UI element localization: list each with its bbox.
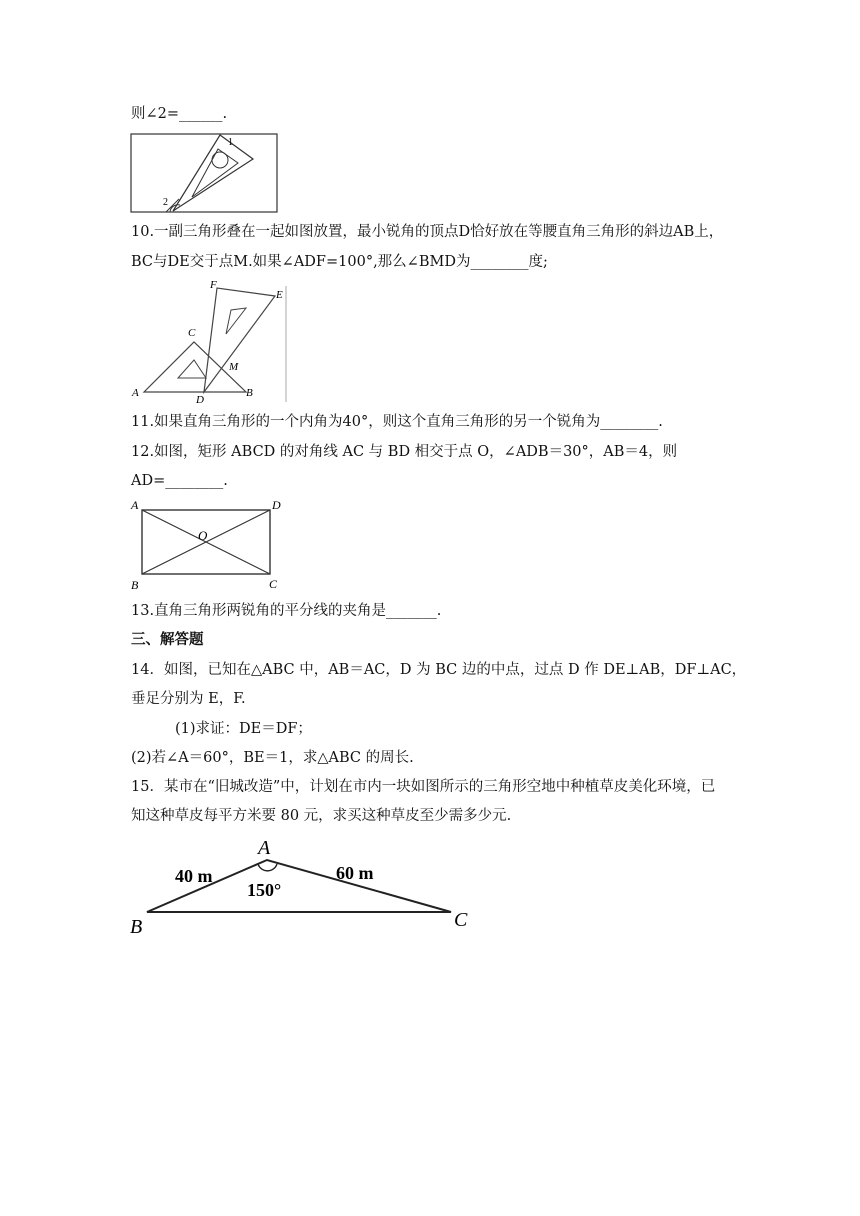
- point-D-label: D: [272, 498, 281, 512]
- q10-line-2: BC与DE交于点M.如果∠ADF=100°,那么∠BMD为________度;: [131, 254, 548, 270]
- q13-line: 13.直角三角形两锐角的平分线的夹角是_______.: [131, 603, 442, 619]
- side-AB-length: 40 m: [175, 866, 213, 886]
- q15-line-2: 知这种草皮每平方米要 80 元，求买这种草皮至少需多少元.: [131, 808, 512, 824]
- q12-line-1: 12.如图，矩形 ABCD 的对角线 AC 与 BD 相交于点 O，∠ADB＝30°，AB＝4，则: [131, 444, 678, 460]
- q10-line-1: 10.一副三角形叠在一起如图放置，最小锐角的顶点D恰好放在等腰直角三角形的斜边AB上，: [131, 224, 724, 240]
- figure-triangle-plot: [128, 832, 478, 940]
- q12-line-2: AD=________.: [131, 473, 228, 489]
- angle-1-label: 1: [228, 137, 233, 148]
- point-D-label: D: [196, 394, 204, 404]
- point-C-label: C: [188, 327, 196, 339]
- point-O-label: O: [198, 528, 208, 543]
- side-AC-length: 60 m: [336, 863, 374, 883]
- point-A-label: A: [132, 387, 139, 399]
- angle-2-label: 2: [163, 197, 168, 208]
- figure-rectangle-diagonals: [128, 495, 288, 593]
- figure-overlapping-triangles: [130, 278, 290, 404]
- point-B-label: B: [131, 578, 139, 592]
- point-A-label: A: [131, 498, 139, 512]
- point-M-label: M: [229, 361, 239, 373]
- point-E-label: E: [276, 289, 283, 301]
- q14-part-1: (1)求证：DE＝DF；: [175, 721, 312, 737]
- q9-answer-line: 则∠2=______.: [131, 106, 228, 122]
- q14-line-1: 14．如图，已知在△ABC 中，AB＝AC，D 为 BC 边的中点，过点 D 作 DE⊥AB，DF⊥AC，: [131, 662, 747, 678]
- q14-line-2: 垂足分别为 E，F.: [131, 691, 246, 707]
- angle-A-value: 150°: [247, 880, 282, 900]
- vertex-B-label: B: [130, 916, 143, 938]
- point-C-label: C: [269, 577, 278, 591]
- vertex-A-label: A: [258, 837, 271, 859]
- point-B-label: B: [246, 387, 253, 399]
- point-F-label: F: [210, 279, 217, 291]
- q15-line-1: 15．某市在“旧城改造”中，计划在市内一块如图所示的三角形空地中种植草皮美化环境，已: [131, 779, 716, 795]
- figure-set-square-in-strip: [130, 133, 280, 215]
- section-heading: 三、解答题: [131, 632, 204, 648]
- q11-line: 11.如果直角三角形的一个内角为40°，则这个直角三角形的另一个锐角为________.: [131, 414, 663, 430]
- q14-part-2: (2)若∠A＝60°，BE＝1，求△ABC 的周长.: [131, 750, 414, 766]
- vertex-C-label: C: [454, 909, 468, 931]
